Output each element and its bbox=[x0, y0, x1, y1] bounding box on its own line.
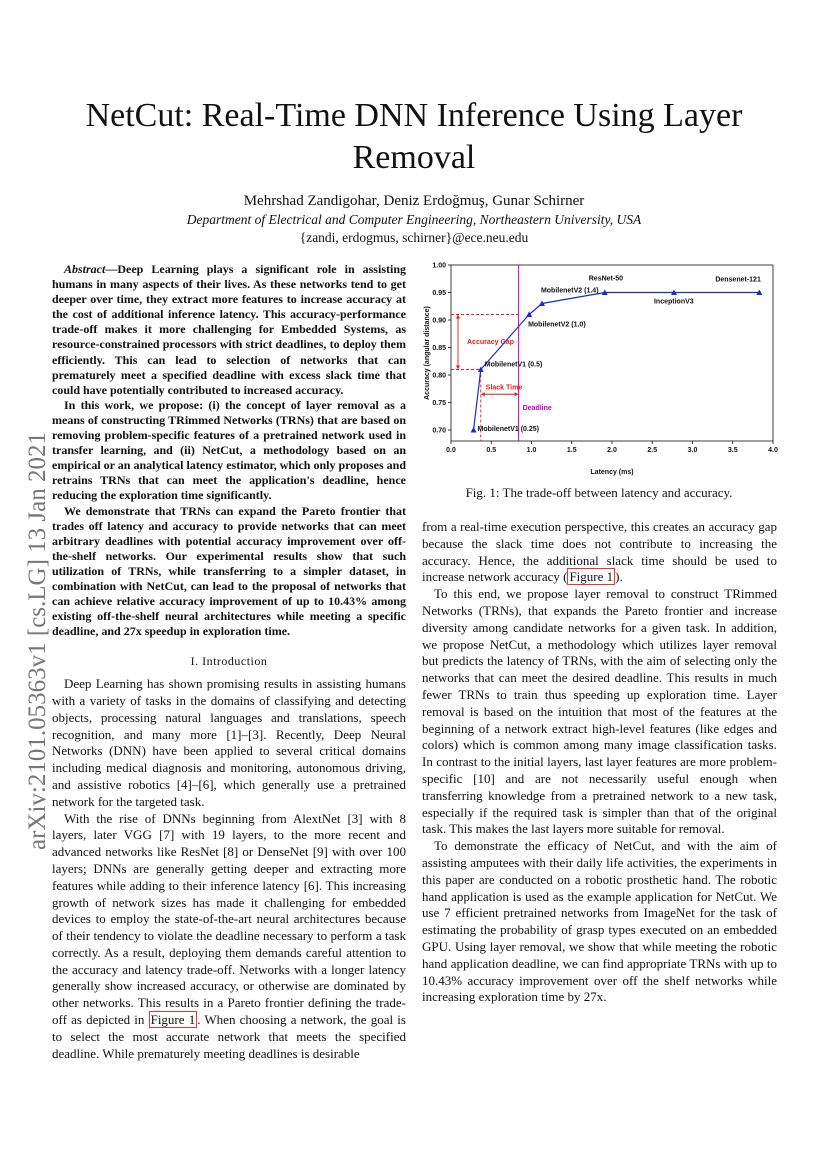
intro-p2-text-g: . When choosing a network, the goal is to select the most accurate network that meets the specified deadline. While prematurely meeting deadlines is desirable bbox=[52, 1012, 406, 1061]
figure-caption: Fig. 1: The trade-off between latency and accuracy. bbox=[465, 485, 733, 500]
citation-link[interactable]: [4] bbox=[176, 776, 192, 792]
data-point-marker bbox=[471, 427, 477, 433]
x-axis-label: Latency (ms) bbox=[590, 469, 634, 476]
section-heading-introduction: I. Introduction bbox=[190, 654, 268, 669]
citation-link[interactable]: [1] bbox=[226, 726, 242, 742]
data-point-label: MobilenetV1 (0.25) bbox=[477, 426, 540, 433]
y-tick-label: 0.95 bbox=[432, 290, 446, 297]
y-axis-label: Accuracy (angular distance) bbox=[424, 306, 431, 400]
x-axis-ticks bbox=[446, 441, 778, 454]
x-tick-label: 1.5 bbox=[566, 447, 577, 454]
abstract-label: Abstract bbox=[64, 262, 106, 276]
y-tick-label: 0.75 bbox=[432, 400, 446, 407]
citation-link[interactable]: [3] bbox=[248, 726, 264, 742]
accuracy-gap-arrowhead-bottom bbox=[456, 366, 460, 370]
x-tick-label: 2.5 bbox=[647, 447, 658, 454]
slack-time-label: Slack Time bbox=[485, 384, 523, 392]
annotations bbox=[451, 265, 552, 441]
citation-link[interactable]: [8] bbox=[223, 844, 239, 860]
accuracy-gap-arrowhead-top bbox=[456, 315, 460, 319]
left-column bbox=[52, 262, 406, 1062]
right-p1-text-b: ). bbox=[615, 569, 623, 585]
data-point-label: Densenet-121 bbox=[715, 276, 761, 284]
citation-link[interactable]: [10] bbox=[473, 770, 495, 786]
right-p1-text-a: from a real-time execution perspective, this creates an accuracy gap because the slack time does not contribute to increasing the accuracy. Hence, the additional slack time should be used to increase network accuracy ( bbox=[422, 519, 777, 585]
arxiv-sidebar bbox=[0, 0, 60, 1171]
accuracy-gap-label: Accuracy Gap bbox=[467, 339, 515, 346]
x-tick-label: 0.5 bbox=[486, 447, 497, 454]
y-tick-label: 0.80 bbox=[432, 372, 446, 380]
citation-link[interactable]: [6] bbox=[198, 776, 214, 792]
data-point-label: InceptionV3 bbox=[653, 298, 694, 306]
x-tick-label: 3.5 bbox=[727, 447, 738, 454]
intro-paragraph-2 bbox=[52, 811, 406, 1063]
x-tick-label: 0.0 bbox=[446, 447, 456, 454]
author-emails: {zandi, erdogmus, schirner}@ece.neu.edu bbox=[299, 230, 529, 245]
slack-time-arrowhead-left bbox=[481, 392, 485, 396]
figure-1-link[interactable]: Figure 1 bbox=[150, 1012, 196, 1028]
right-paragraph-3: To demonstrate the efficacy of NetCut, and with the aim of assisting amputees with their daily life activities, the experiments in this paper are conducted on a robotic prosthetic hand. The robotic hand application is used as the example application for NetCut. We use 7 efficient pretrained networks from ImageNet for the task of estimating the probability of grasp types executed on an embedded GPU. Using layer removal, we show that while meeting the robotic hand application deadline, we can find appropriate TRNs with up to 10.43% accuracy improvement over off the shelf networks while increasing exploration time by 27x. bbox=[422, 838, 777, 1005]
abstract-paragraph-2: In this work, we propose: (i) the concept of layer removal as a means of constructing TRimmed Networks (TRNs) that are based on removing problem-specific features of a pretrained network used in transfer learning, and (ii) NetCut, a methodology based on an empirical or an analytical latency estimator, which only proposes and retrains TRNs that can meet the application's deadline, hence reducing the exploration time significantly. bbox=[52, 397, 406, 503]
intro-p1-text-b: . Recently, Deep Neural Networks (DNN) have been applied to several critical domains including medical diagnosis and monitoring, autonomous driving, and assistive robotics bbox=[52, 726, 406, 792]
intro-p2-text-e: with over 100 layers; DNNs are generally getting deeper and extracting more features while adding to their inference latency bbox=[52, 844, 406, 893]
deadline-label: Deadline bbox=[522, 405, 552, 412]
intro-p2-text-d: or DenseNet bbox=[238, 844, 313, 860]
intro-p2-text-a: With the rise of DNNs beginning from AlextNet bbox=[64, 810, 348, 826]
citation-dash: – bbox=[191, 776, 199, 792]
abstract-paragraph-3: We demonstrate that TRNs can expand the Pareto frontier that trades off latency and accuracy to provide networks that can meet arbitrary deadlines with potential accuracy improvement over off-the-shelf networks. Our experimental results show that such utilization of TRNs, while transferring to a simpler dataset, in combination with NetCut, can lead to the proposal of networks that can achieve relative accuracy improvement of up to 10.43% among existing off-the-shelf neural architectures while meeting a specific deadline, and 27x speedup in exploration time. bbox=[52, 503, 406, 639]
data-point-label: MobilenetV2 (1.4) bbox=[540, 287, 599, 295]
x-tick-label: 4.0 bbox=[768, 447, 778, 454]
right-paragraph-2 bbox=[422, 586, 777, 838]
y-axis-ticks bbox=[432, 263, 451, 435]
y-tick-label: 0.70 bbox=[432, 427, 446, 435]
citation-link[interactable]: [9] bbox=[312, 844, 328, 860]
right-p2-text-a: To this end, we propose layer removal to construct TRimmed Networks (TRNs), that expands the Pareto frontier and increase diversity among candidate networks for a given task. In addition, we propose NetCut, a methodology which utilizes layer removal but predicts the latency of TRNs, with the aim of selecting only the networks that can meet the desired deadline. This results in much fewer TRNs to train thus speeding up exploration time. Layer removal is based on the intuition that most of the features at the beginning of a network extract high-level features (like edges and colors) which is common among many image classification tasks. In contrast to the initial layers, last layer features are more problem-specific bbox=[422, 586, 777, 786]
affiliation: Department of Electrical and Computer Engineering, Northeastern University, USA bbox=[186, 212, 642, 227]
plot-frame bbox=[451, 265, 773, 441]
right-paragraph-1 bbox=[422, 519, 777, 586]
tradeoff-chart bbox=[420, 260, 788, 480]
arxiv-sidebar-svg bbox=[0, 0, 60, 1171]
citation-link[interactable]: [3] bbox=[347, 810, 363, 826]
citation-dash: – bbox=[241, 726, 249, 742]
arxiv-identifier: arXiv:2101.05363v1 [cs.LG] 13 Jan 2021 bbox=[24, 432, 51, 850]
author-list: Mehrshad Zandigohar, Deniz Erdoğmuş, Gunar Schirner bbox=[243, 193, 585, 209]
series-line bbox=[471, 276, 763, 434]
abstract-paragraph-1 bbox=[52, 262, 406, 398]
intro-p2-text-f: . This increasing growth of network sizes has made it challenging for embedded devices to employ the state-of-the-art neural architectures because of their tendency to violate the deadline necessary to perform a task correctly. As a result, deploying them demands careful attention to the accuracy and latency trade-off. Networks with a longer latency generally show increased accuracy, or otherwise are dominated by other networks. This results in a Pareto frontier defining the trade-off as depicted in bbox=[52, 877, 406, 1028]
data-point-label: ResNet-50 bbox=[588, 275, 624, 283]
abstract bbox=[52, 262, 406, 639]
slack-time-arrowhead-right bbox=[515, 392, 519, 396]
data-point-label: MobilenetV1 (0.5) bbox=[484, 361, 543, 369]
intro-p2-text-b: with 8 layers, later VGG bbox=[52, 810, 406, 843]
figure-1-link[interactable]: Figure 1 bbox=[569, 569, 614, 585]
y-tick-label: 1.00 bbox=[432, 262, 446, 270]
right-column bbox=[422, 519, 777, 1006]
data-point-label: MobilenetV2 (1.0) bbox=[528, 321, 586, 329]
citation-link[interactable]: [6] bbox=[303, 877, 319, 893]
figure-1 bbox=[420, 260, 788, 480]
intro-p2-text-c: with 19 layers, to the more recent and advanced networks like ResNet bbox=[52, 827, 406, 860]
x-tick-label: 3.0 bbox=[687, 447, 698, 454]
paper-title: NetCut: Real-Time DNN Inference Using Layer Removal bbox=[85, 97, 743, 176]
citation-link[interactable]: [7] bbox=[159, 827, 175, 843]
x-tick-label: 2.0 bbox=[607, 447, 617, 454]
x-tick-label: 1.0 bbox=[526, 447, 537, 454]
y-tick-label: 0.85 bbox=[432, 345, 446, 352]
intro-p1-text-c: , which generally use a pretrained network for the targeted task. bbox=[52, 776, 406, 809]
intro-paragraph-1 bbox=[52, 676, 406, 810]
y-tick-label: 0.90 bbox=[432, 317, 446, 325]
abstract-text-1: —Deep Learning plays a significant role in assisting humans in many aspects of their lives. As these networks tend to get deeper over time, they extract more features to increase accuracy at the cost of additional inference latency. This accuracy-performance trade-off makes it more challenging for Embedded Systems, as resource-constrained processors with strict deadlines, to deploy them efficiently. This can lead to selection of networks that can prematurely meet a specified deadline with excess slack time that could have potentially contributed to increased accuracy. bbox=[52, 262, 406, 397]
right-p2-text-b: and are not necessarily useful enough when transferring knowledge from a pretrained network to a new task, especially if the required task is simpler than that of the original task. This makes the last layers more suitable for removal. bbox=[422, 770, 778, 837]
intro-p1-text-a: Deep Learning has shown promising results in assisting humans with a variety of tasks in the domains of classifying and detecting objects, processing natural languages and translations, speech recognition, and many more bbox=[52, 676, 406, 742]
